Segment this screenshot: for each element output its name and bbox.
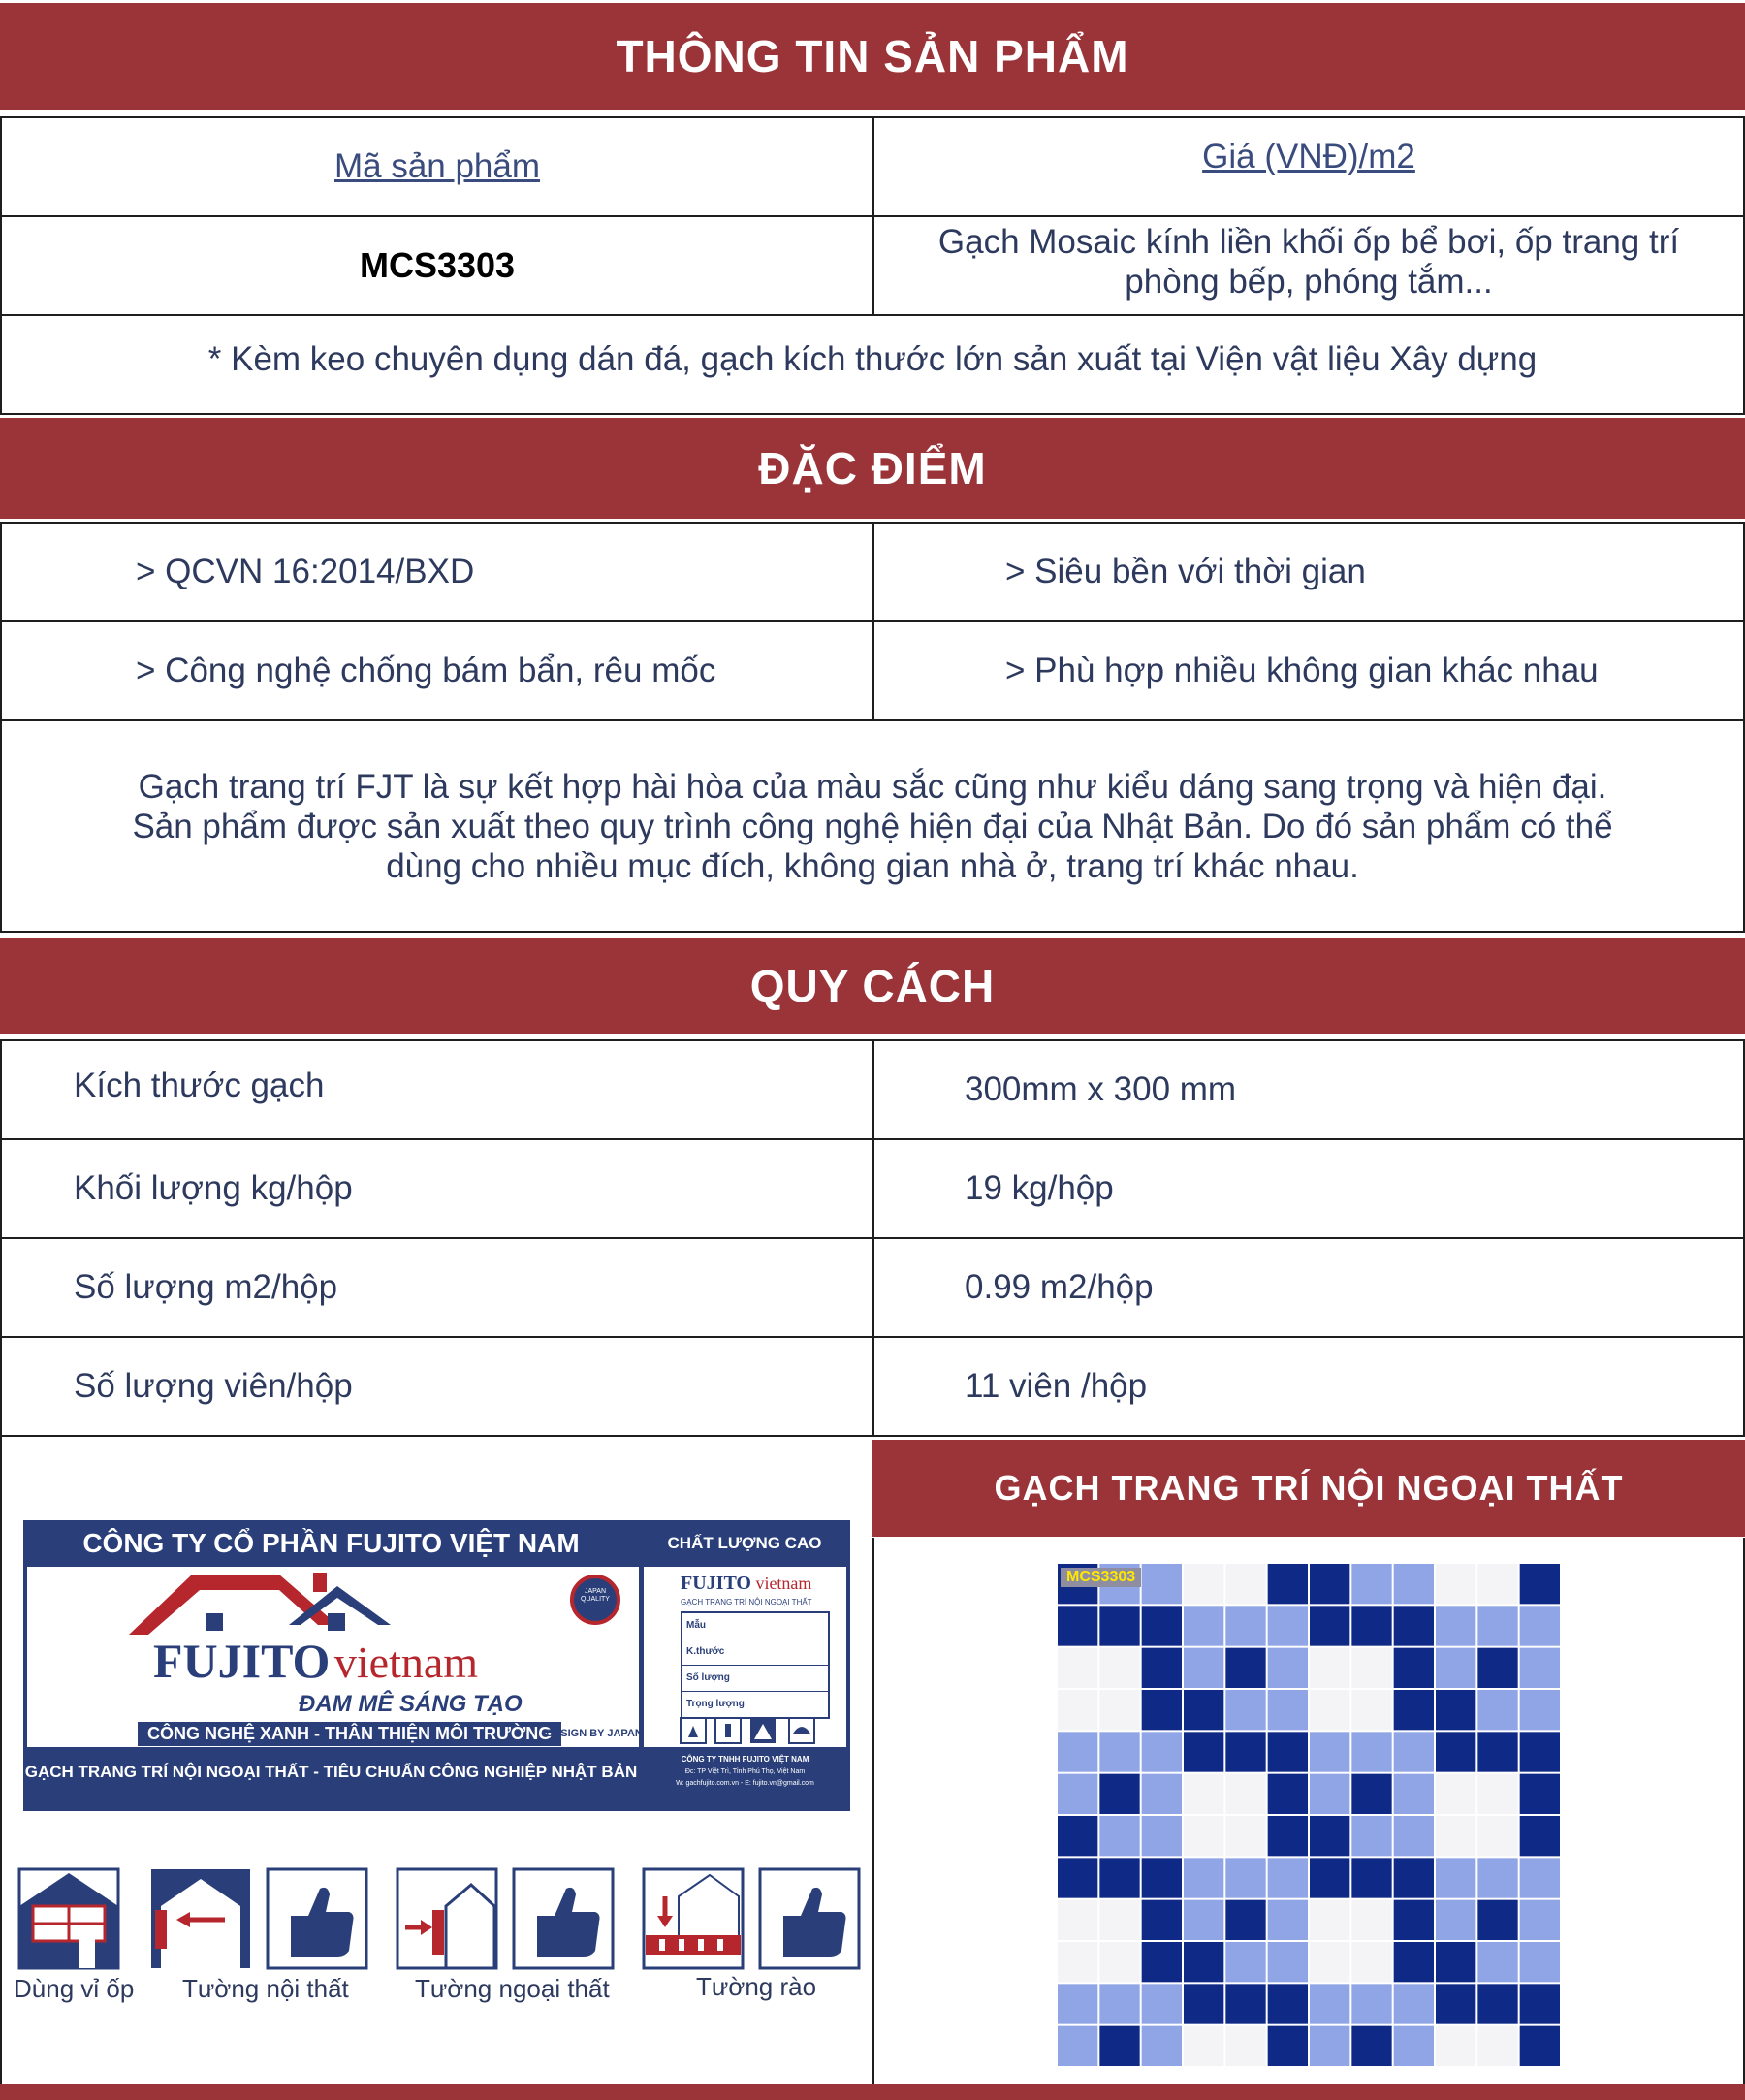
usage-label: Tường ngoại thất [415,1974,610,2003]
mosaic-chip [1058,1648,1097,1688]
mosaic-chip [1394,1858,1434,1897]
mosaic-chip [1310,1942,1349,1982]
mosaic-chip [1225,1564,1265,1604]
adhesive-note: * Kèm keo chuyên dụng dán đá, gạch kích thước lớn sản xuất tại Viện vật liệu Xây dựng [207,339,1538,378]
mosaic-chip [1142,1732,1182,1771]
mosaic-chip [1184,1942,1223,1982]
spec-label-cell [0,1138,874,1239]
section-title: ĐẶC ĐIỂM [758,443,987,493]
mosaic-chip [1142,1984,1182,2023]
mosaic-chip [1520,1942,1560,1982]
box-footer-addr: Đc: TP Việt Trì, Tỉnh Phú Thọ, Việt Nam [684,1768,806,1775]
mosaic-chip [1058,1942,1097,1982]
mosaic-chip [1058,1774,1097,1814]
mosaic-chip [1099,1690,1139,1730]
mosaic-chip [1268,1564,1308,1604]
mosaic-chip [1351,1564,1391,1604]
mosaic-chip [1351,1690,1391,1730]
mosaic-chip [1477,1984,1517,2023]
mosaic-chip [1184,1774,1223,1814]
thumbs-up-icon [268,1869,366,1968]
tile-code-badge: MCS3303 [1061,1568,1141,1587]
box-green-tag: CÔNG NGHỆ XANH - THÂN THIỆN MÔI TRƯỜNG [138,1722,561,1746]
side-table [681,1611,830,1719]
mosaic-chip [1351,1858,1391,1897]
spec-label: Số lượng viên/hộp [74,1367,353,1405]
mosaic-chip [1142,1564,1182,1604]
mosaic-chip [1477,1564,1517,1604]
usage-label: Tường nội thất [182,1974,349,2003]
feature-item [872,522,1745,622]
feature-text: > Phù hợp nhiều không gian khác nhau [1005,652,1599,689]
mosaic-chip [1351,1984,1391,2023]
side-brand-fujito: FUJITO [681,1573,751,1594]
mosaic-chip [1225,1858,1265,1897]
feature-item [0,620,874,721]
mosaic-chip [1520,1648,1560,1688]
usage-label: Tường rào [696,1972,817,2001]
code-header-link[interactable]: Mã sản phẩm [333,147,541,185]
mosaic-chip [1394,1984,1434,2023]
mosaic-chip [1436,1690,1475,1730]
mosaic-chip [1184,1564,1223,1604]
mosaic-chip [1184,1690,1223,1730]
mosaic-chip [1477,1648,1517,1688]
mosaic-chip [1310,1816,1349,1856]
description-paragraph-cell [0,719,1745,933]
side-table-row: Trọng lượng [686,1699,745,1709]
mosaic-chip [1436,1942,1475,1982]
mosaic-chip [1268,1816,1308,1856]
spec-value-cell [872,1138,1745,1239]
price-header-link[interactable]: Giá (VNĐ)/m2 [1202,138,1415,175]
mosaic-chip [1225,2026,1265,2066]
mosaic-chip [1268,1606,1308,1645]
spec-value-cell [872,1336,1745,1437]
code-header-cell [0,116,874,217]
mosaic-chip [1184,1816,1223,1856]
mosaic-chip [1225,1648,1265,1688]
box-company: CÔNG TY CỔ PHẦN FUJITO VIỆT NAM [82,1528,580,1558]
spec-value-cell [872,1039,1745,1140]
feature-text: > QCVN 16:2014/BXD [136,553,475,590]
box-footer-web: W: gachfujito.com.vn - E: fujito.vn@gmail.com [676,1780,814,1787]
description-paragraph: Gạch trang trí FJT là sự kết hợp hài hòa của màu sắc cũng như kiểu dáng sang trọng và hiện đại. Sản phẩm được sản xuất theo quy trình công nghệ hiện đại của Nhật Bản. Do đó sản phẩm có thể dùng cho nhiều mục đích, không gian nhà ở, trang trí khác nhau. [132,767,1613,885]
spec-label-cell [0,1237,874,1338]
mosaic-chip [1310,1900,1349,1940]
mosaic-chip [1351,1648,1391,1688]
section-title: QUY CÁCH [749,961,996,1011]
mosaic-chip [1268,1690,1308,1730]
mosaic-chip [1436,2026,1475,2066]
mosaic-chip [1520,1564,1560,1604]
box-standard: GẠCH TRANG TRÍ NỘI NGOẠI THẤT - TIÊU CHUẨN CÔNG NGHIỆP NHẬT BẢN [24,1763,638,1781]
mosaic-chip [1520,1732,1560,1771]
mosaic-chip [1310,1564,1349,1604]
mosaic-chip [1310,1732,1349,1771]
mosaic-chip [1436,1648,1475,1688]
side-brand-sub: GẠCH TRANG TRÍ NỘI NGOẠI THẤT [681,1598,812,1607]
mosaic-chip [1225,1816,1265,1856]
mosaic-chip [1184,1858,1223,1897]
mosaic-chip [1394,1648,1434,1688]
mosaic-chip [1099,1984,1139,2023]
mosaic-chip [1099,1648,1139,1688]
section-title: GẠCH TRANG TRÍ NỘI NGOẠI THẤT [994,1468,1624,1508]
mosaic-chip [1351,1900,1391,1940]
product-description-cell [872,215,1745,316]
mosaic-chip [1058,1900,1097,1940]
mosaic-chip [1436,1858,1475,1897]
mosaic-chip [1058,1858,1097,1897]
feature-text: > Siêu bền với thời gian [1005,553,1366,590]
product-code: MCS3303 [359,245,516,285]
box-slogan: ĐAM MÊ SÁNG TẠO [299,1691,523,1717]
mosaic-chip [1436,1606,1475,1645]
usage-icons [0,1867,874,1974]
mosaic-chip [1351,1774,1391,1814]
mosaic-chip [1184,1900,1223,1940]
box-main-area [27,1567,643,1747]
mosaic-chip [1099,1942,1139,1982]
brand-vietnam: vietnam [333,1638,479,1687]
spec-value: 300mm x 300 mm [965,1070,1237,1108]
spec-label-cell [0,1039,874,1140]
mosaic-chip [1351,1942,1391,1982]
mosaic-chip [1142,1900,1182,1940]
mosaic-chip [1058,1984,1097,2023]
mosaic-chip [1184,1984,1223,2023]
mosaic-chip [1520,1606,1560,1645]
mosaic-chip [1268,1648,1308,1688]
mosaic-chip [1520,1984,1560,2023]
mosaic-chip [1394,2026,1434,2066]
mosaic-chip [1268,1900,1308,1940]
mosaic-chip [1058,1816,1097,1856]
side-table-row: Số lượng [682,1666,828,1692]
feature-item [872,620,1745,721]
mosaic-chip [1142,2026,1182,2066]
mosaic-chip [1436,1732,1475,1771]
mosaic-chip [1520,1858,1560,1897]
mosaic-chip [1225,1900,1265,1940]
box-design: DESIGN BY JAPAN [546,1728,643,1739]
feature-text: > Công nghệ chống bám bẩn, rêu mốc [136,652,716,689]
japan-badge: JAPAN QUALITY [581,1588,610,1603]
mosaic-chip [1225,1690,1265,1730]
mosaic-chip [1142,1858,1182,1897]
mosaic-chip [1142,1774,1182,1814]
mosaic-chip [1310,1858,1349,1897]
mosaic-chip [1477,1858,1517,1897]
mosaic-chip [1058,1690,1097,1730]
mosaic-chip [1225,1606,1265,1645]
mosaic-chip [1351,1732,1391,1771]
mosaic-chip [1142,1606,1182,1645]
mosaic-chip [1268,1942,1308,1982]
spec-label: Kích thước gạch [74,1066,325,1104]
mosaic-chip [1268,2026,1308,2066]
mosaic-chip [1099,1732,1139,1771]
mosaic-chip [1477,2026,1517,2066]
interior-wall-icon [151,1869,250,1968]
mosaic-chip [1142,1690,1182,1730]
thumbs-up-icon [760,1869,859,1968]
mosaic-chip [1436,1900,1475,1940]
mosaic-chip [1520,1900,1560,1940]
usage-label: Dùng vỉ ốp [14,1974,135,2003]
mosaic-chip [1268,1858,1308,1897]
mosaic-chip [1310,1690,1349,1730]
side-table-row: K.thước [682,1639,828,1666]
mosaic-chip [1268,1774,1308,1814]
section-header-product-info [0,0,1745,112]
footer-band [0,2084,1745,2100]
mosaic-chip [1058,1606,1097,1645]
mosaic-chip [1436,1816,1475,1856]
mosaic-chip [1351,1816,1391,1856]
spec-value-cell [872,1237,1745,1338]
feature-item [0,522,874,622]
mosaic-chip [1351,2026,1391,2066]
mosaic-chip [1477,1732,1517,1771]
mosaic-chip [1225,1942,1265,1982]
mosaic-chip [1184,1732,1223,1771]
mosaic-chip [1099,2026,1139,2066]
section-header-decor [872,1437,1745,1540]
mosaic-chip [1394,1606,1434,1645]
mosaic-chip [1394,1942,1434,1982]
mosaic-chip [1520,2026,1560,2066]
mosaic-chip [1268,1732,1308,1771]
mosaic-chip [1394,1564,1434,1604]
section-header-features [0,415,1745,522]
exterior-wall-icon [397,1869,496,1968]
mosaic-chip [1099,1858,1139,1897]
mosaic-chip [1310,1984,1349,2023]
mosaic-chip [1394,1690,1434,1730]
mosaic-chip [1310,1774,1349,1814]
mosaic-chip [1142,1648,1182,1688]
mosaic-chip [1142,1942,1182,1982]
thumbs-up-icon [514,1869,613,1968]
box-quality: CHẤT LƯỢNG CAO [667,1534,822,1552]
mosaic-chip [1477,1900,1517,1940]
mosaic-chip [1351,1606,1391,1645]
mosaic-chip [1520,1816,1560,1856]
mosaic-chip [1520,1690,1560,1730]
mosaic-chip [1142,1816,1182,1856]
handling-icons [644,1712,846,1751]
section-title: THÔNG TIN SẢN PHẨM [616,31,1129,81]
mosaic-tile-image [1057,1563,1561,2067]
mosaic-chip [1225,1774,1265,1814]
fence-icon [644,1869,743,1968]
mosaic-chip [1225,1984,1265,2023]
mosaic-chip [1099,1900,1139,1940]
box-footer-company: CÔNG TY TNHH FUJITO VIỆT NAM [681,1755,809,1764]
mosaic-chip [1099,1816,1139,1856]
spec-value: 0.99 m2/hộp [965,1268,1154,1306]
mosaic-chip [1394,1732,1434,1771]
mosaic-chip [1310,2026,1349,2066]
mosaic-chip [1477,1942,1517,1982]
mosaic-chip [1099,1774,1139,1814]
tiling-icon [19,1869,118,1968]
mosaic-chip [1058,2026,1097,2066]
product-code-cell [0,215,874,316]
brand-fujito: FUJITO [153,1634,331,1688]
side-brand [681,1573,811,1595]
mosaic-chip [1436,1774,1475,1814]
price-header-cell [872,116,1745,217]
spec-value: 11 viên /hộp [965,1367,1148,1405]
mosaic-chip [1477,1606,1517,1645]
mosaic-chip [1477,1690,1517,1730]
mosaic-chip [1520,1774,1560,1814]
mosaic-chip [1310,1648,1349,1688]
mosaic-chip [1099,1606,1139,1645]
box-brand [153,1633,478,1689]
section-header-specs [0,935,1745,1037]
box-side-panel [644,1567,846,1747]
mosaic-chip [1058,1732,1097,1771]
spec-label: Khối lượng kg/hộp [74,1169,353,1207]
mosaic-chip [1184,2026,1223,2066]
side-brand-vietnam: vietnam [755,1574,812,1593]
mosaic-chip [1394,1900,1434,1940]
mosaic-chip [1184,1606,1223,1645]
mosaic-chip [1477,1816,1517,1856]
product-description: Gạch Mosaic kính liền khối ốp bể bơi, ốp trang trí phòng bếp, phóng tắm... [937,223,1680,301]
mosaic-chip [1310,1606,1349,1645]
mosaic-chip [1477,1774,1517,1814]
mosaic-chip [1225,1732,1265,1771]
mosaic-chip [1436,1984,1475,2023]
mosaic-chip [1394,1816,1434,1856]
mosaic-chip [1394,1774,1434,1814]
spec-value: 19 kg/hộp [965,1169,1114,1207]
spec-label-cell [0,1336,874,1437]
mosaic-chip [1436,1564,1475,1604]
box-label [23,1520,850,1811]
note-cell [0,314,1745,415]
mosaic-chip [1184,1648,1223,1688]
mosaic-chip [1268,1984,1308,2023]
side-table-row: Mẫu [682,1613,828,1639]
spec-label: Số lượng m2/hộp [74,1268,338,1306]
